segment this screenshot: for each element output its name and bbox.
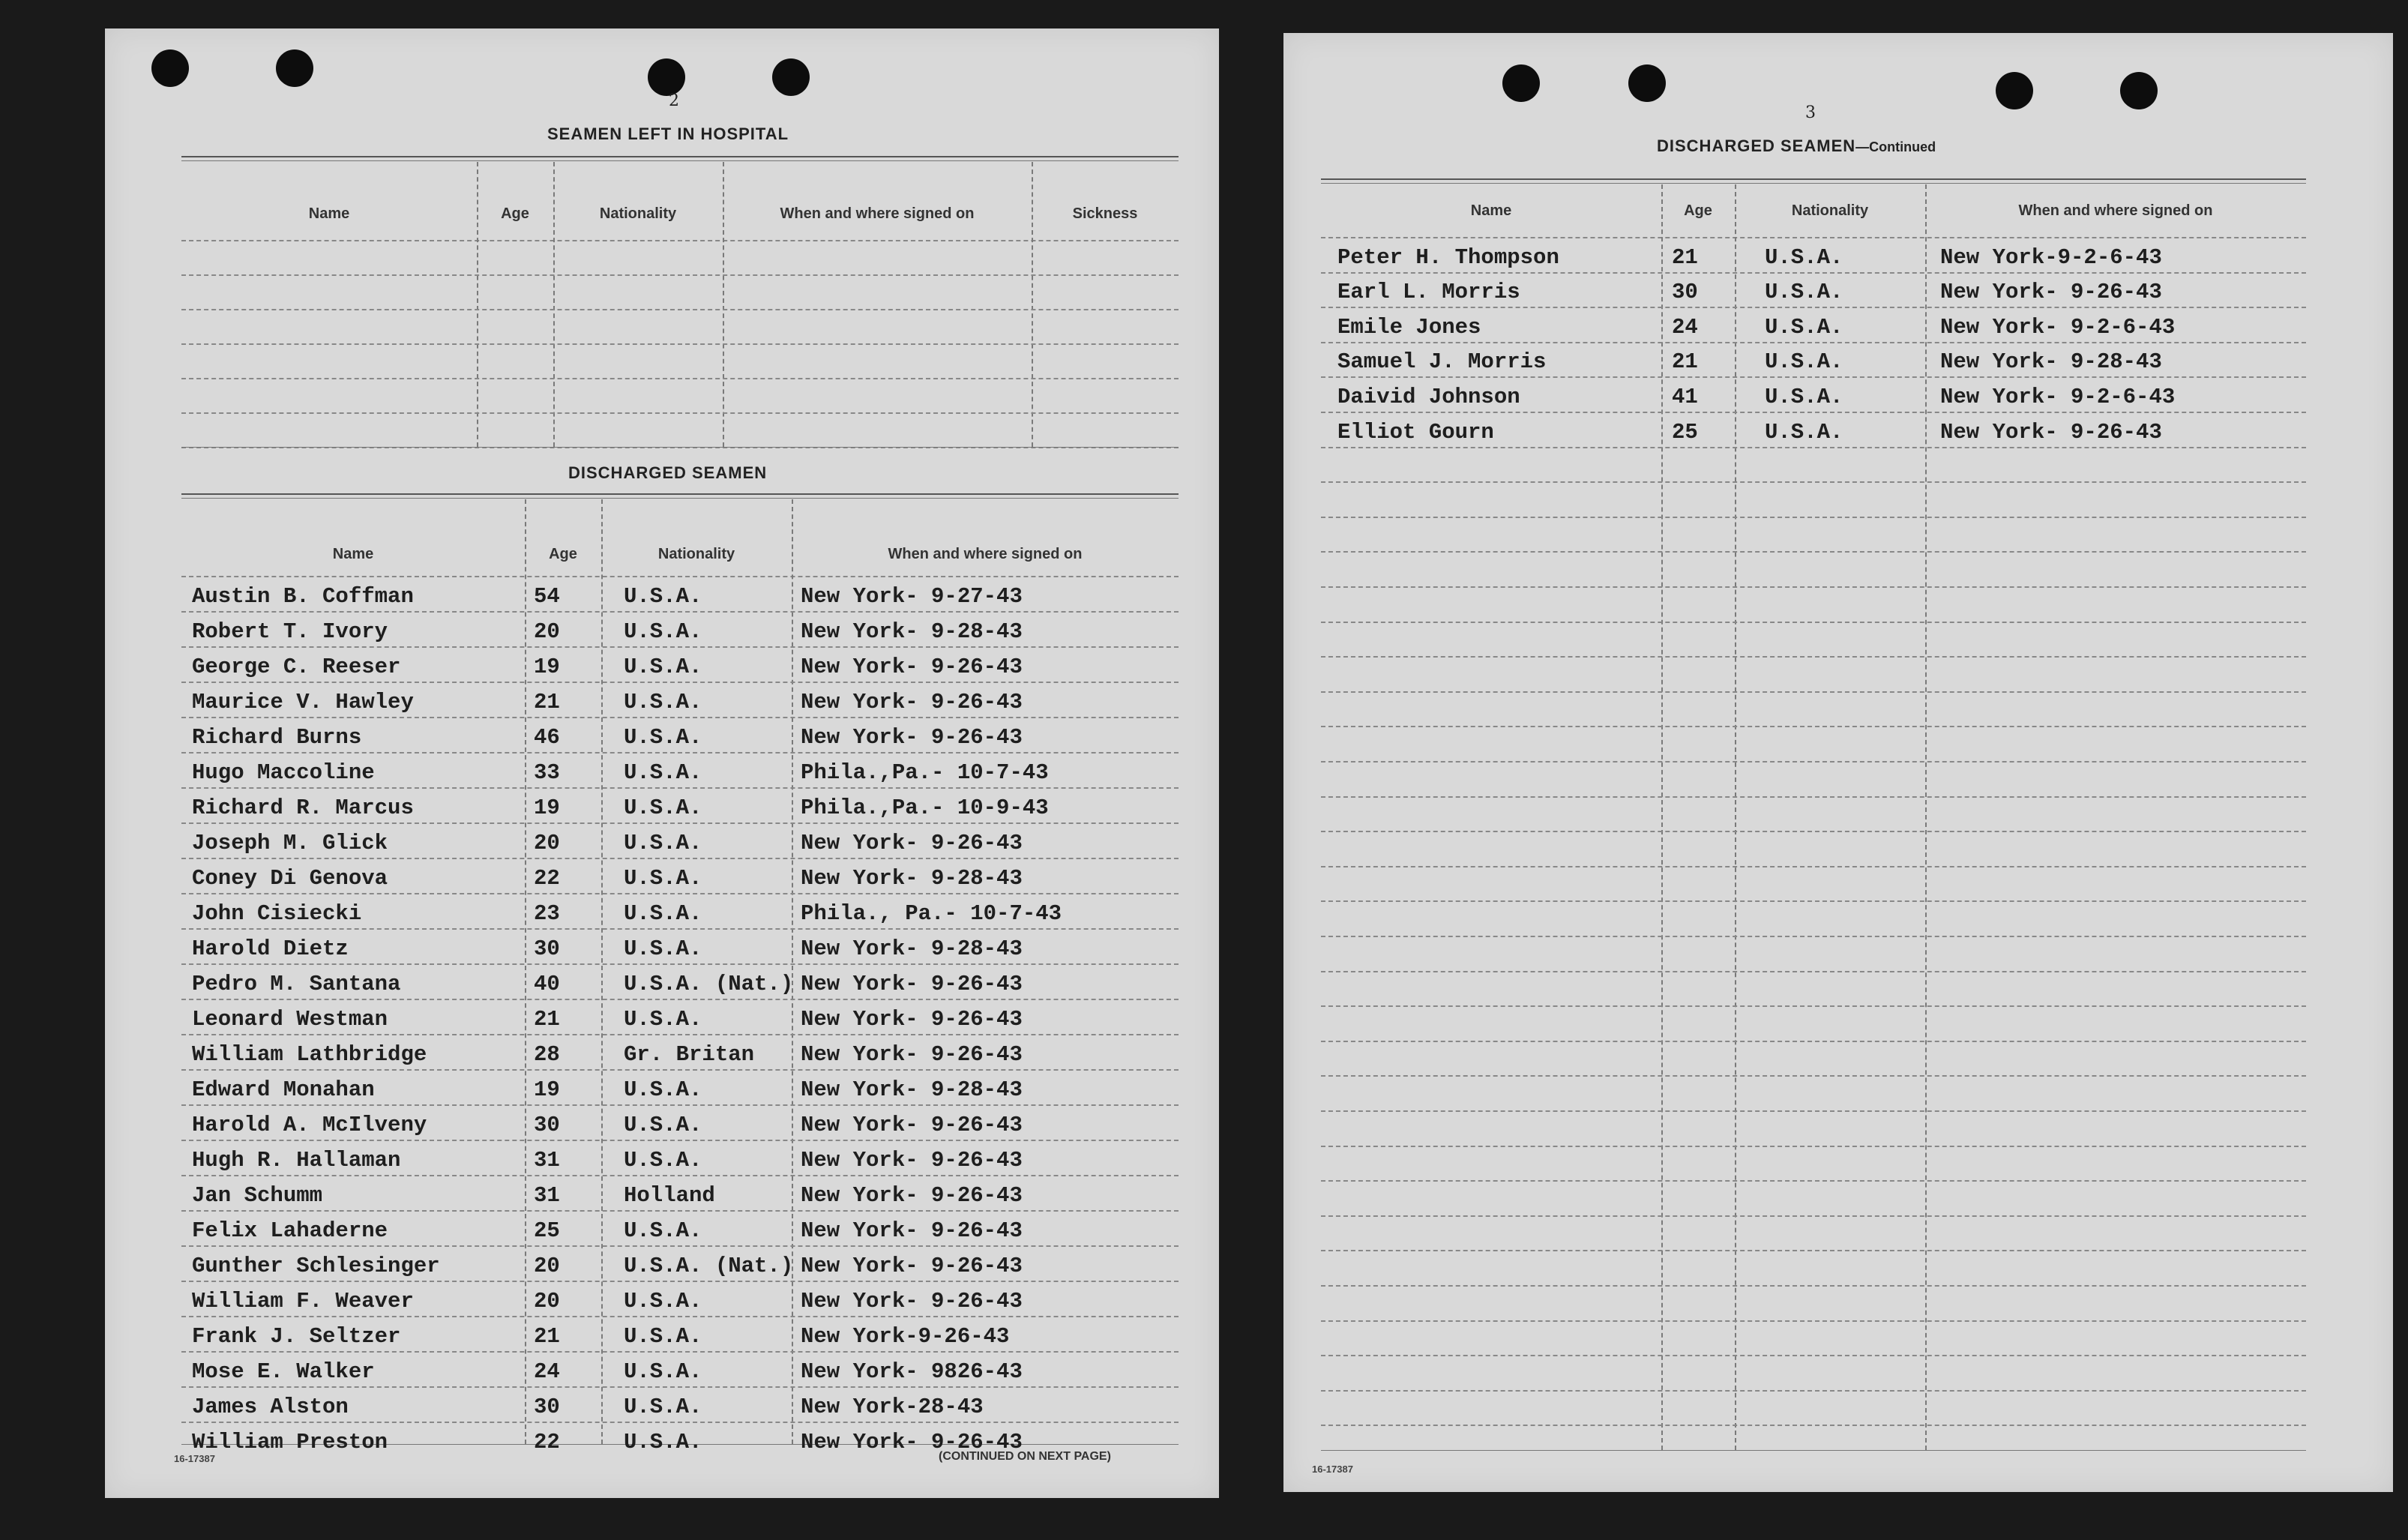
seaman-name: Pedro M. Santana	[192, 972, 401, 996]
continued-section-title	[1657, 136, 1936, 156]
column-divider	[723, 162, 724, 447]
row-rule	[181, 1422, 1179, 1423]
seaman-nationality: U.S.A.	[624, 1430, 702, 1455]
row-rule	[181, 646, 1179, 648]
seaman-nationality: U.S.A.	[624, 619, 702, 644]
binder-hole	[1502, 64, 1540, 102]
row-rule	[1321, 656, 2306, 658]
seaman-age: 20	[534, 831, 560, 855]
row-rule	[1321, 796, 2306, 798]
binder-hole	[1628, 64, 1666, 102]
column-header: Nationality	[599, 205, 677, 222]
table-top-rule	[181, 493, 1179, 495]
row-rule	[181, 858, 1179, 859]
seaman-signed-on: Phila.,Pa.- 10-9-43	[801, 795, 1049, 820]
row-rule	[181, 611, 1179, 613]
seaman-age: 19	[534, 655, 560, 679]
row-rule	[1321, 1041, 2306, 1042]
row-rule	[181, 1210, 1179, 1212]
seaman-nationality: U.S.A. (Nat.)	[624, 972, 794, 996]
row-rule	[181, 928, 1179, 930]
row-rule	[1321, 1075, 2306, 1077]
row-rule	[1321, 900, 2306, 902]
seaman-nationality: U.S.A.	[624, 831, 702, 855]
title-main: DISCHARGED SEAMEN	[1657, 136, 1856, 155]
column-header: Name	[1470, 202, 1512, 219]
seaman-age: 19	[534, 795, 560, 820]
seaman-age: 21	[534, 1007, 560, 1032]
binder-hole	[648, 58, 685, 96]
seaman-name: Samuel J. Morris	[1337, 349, 1547, 375]
hospital-section-title: SEAMEN LEFT IN HOSPITAL	[547, 124, 789, 143]
row-rule	[1321, 971, 2306, 972]
seaman-age: 40	[534, 972, 560, 996]
seaman-signed-on: New York- 9-26-43	[801, 1183, 1023, 1208]
seaman-age: 31	[534, 1148, 560, 1173]
seaman-signed-on: New York- 9-26-43	[801, 1430, 1023, 1455]
seaman-age: 30	[534, 1113, 560, 1137]
seaman-name: Coney Di Genova	[192, 866, 388, 891]
binder-hole	[276, 49, 313, 87]
row-rule	[1321, 1250, 2306, 1251]
column-divider	[1925, 184, 1927, 1450]
column-header: Age	[501, 205, 529, 222]
row-rule	[1321, 1146, 2306, 1147]
row-rule	[181, 999, 1179, 1000]
seaman-nationality: U.S.A.	[624, 725, 702, 750]
column-header: Nationality	[657, 546, 735, 562]
seaman-signed-on: New York- 9-28-43	[1940, 349, 2162, 375]
seaman-signed-on: New York-28-43	[801, 1395, 984, 1419]
seaman-age: 24	[1672, 314, 1698, 340]
page-number: 3	[1805, 103, 1816, 122]
binder-hole	[151, 49, 189, 87]
seaman-age: 20	[534, 619, 560, 644]
row-rule	[181, 822, 1179, 824]
column-header: When and where signed on	[2018, 202, 2213, 219]
row-rule	[1321, 481, 2306, 483]
seaman-age: 41	[1672, 385, 1698, 409]
seaman-signed-on: New York-9-26-43	[801, 1324, 1010, 1349]
row-rule	[1321, 936, 2306, 937]
seaman-nationality: U.S.A.	[624, 760, 702, 785]
table-bottom-rule	[1321, 1450, 2306, 1451]
seaman-name: Gunther Schlesinger	[192, 1254, 440, 1278]
seaman-name: Felix Lahaderne	[192, 1218, 388, 1243]
row-rule	[181, 309, 1179, 310]
seaman-nationality: U.S.A.	[624, 1007, 702, 1032]
row-rule	[181, 1316, 1179, 1317]
seaman-age: 28	[534, 1042, 560, 1067]
row-rule	[181, 1175, 1179, 1176]
seaman-name: Harold A. McIlveny	[192, 1113, 427, 1137]
seaman-signed-on: New York- 9-26-43	[801, 690, 1023, 715]
seaman-signed-on: New York- 9826-43	[801, 1359, 1023, 1384]
seaman-name: Richard Burns	[192, 725, 362, 750]
seaman-name: William Lathbridge	[192, 1042, 427, 1067]
column-header: Nationality	[1791, 202, 1869, 219]
seaman-age: 22	[534, 1430, 560, 1455]
column-header: Age	[1684, 202, 1712, 219]
row-rule	[181, 274, 1179, 276]
row-rule	[1321, 447, 2306, 448]
seaman-age: 20	[534, 1289, 560, 1314]
seaman-signed-on: New York- 9-2-6-43	[1940, 385, 2176, 409]
row-rule	[1321, 866, 2306, 867]
row-rule	[1321, 691, 2306, 693]
seaman-age: 21	[1672, 244, 1698, 270]
seaman-name: Maurice V. Hawley	[192, 690, 414, 715]
seaman-signed-on: New York- 9-26-43	[801, 972, 1023, 996]
row-rule	[1321, 831, 2306, 832]
seaman-age: 30	[1672, 280, 1698, 305]
column-header: Sickness	[1072, 205, 1138, 222]
row-rule	[181, 963, 1179, 965]
seaman-signed-on: New York- 9-26-43	[1940, 419, 2162, 445]
column-header: When and where signed on	[780, 205, 975, 222]
column-divider	[525, 499, 526, 1444]
table-top-rule	[181, 498, 1179, 499]
row-rule	[1321, 1005, 2306, 1007]
row-rule	[181, 1386, 1179, 1388]
row-rule	[1321, 1425, 2306, 1426]
seaman-nationality: Gr. Britan	[624, 1042, 755, 1067]
seaman-nationality: U.S.A.	[624, 1359, 702, 1384]
seaman-nationality: U.S.A.	[624, 655, 702, 679]
table-top-rule	[181, 160, 1179, 161]
row-rule	[1321, 1390, 2306, 1392]
seaman-nationality: U.S.A.	[624, 584, 702, 609]
page-number: 2	[669, 91, 679, 110]
seaman-age: 30	[534, 936, 560, 961]
seaman-nationality: U.S.A.	[624, 936, 702, 961]
row-rule	[181, 412, 1179, 414]
seaman-nationality: U.S.A.	[624, 901, 702, 926]
row-rule	[181, 1351, 1179, 1353]
seaman-name: Richard R. Marcus	[192, 795, 414, 820]
seaman-nationality: U.S.A.	[624, 1218, 702, 1243]
header-rule	[181, 240, 1179, 241]
seaman-name: William F. Weaver	[192, 1289, 414, 1314]
seaman-nationality: U.S.A.	[624, 795, 702, 820]
row-rule	[181, 343, 1179, 345]
seaman-age: 19	[534, 1077, 560, 1102]
seaman-name: Elliot Gourn	[1337, 419, 1494, 445]
column-divider	[553, 162, 555, 447]
continued-note: (CONTINUED ON NEXT PAGE)	[939, 1450, 1111, 1463]
seaman-signed-on: New York- 9-26-43	[801, 655, 1023, 679]
seaman-name: Peter H. Thompson	[1337, 244, 1559, 270]
row-rule	[1321, 1180, 2306, 1182]
seaman-signed-on: New York- 9-2-6-43	[1940, 314, 2176, 340]
seaman-age: 20	[534, 1254, 560, 1278]
seaman-name: Mose E. Walker	[192, 1359, 375, 1384]
seaman-age: 46	[534, 725, 560, 750]
row-rule	[181, 1104, 1179, 1106]
title-suffix: —Continued	[1855, 139, 1936, 154]
seaman-age: 25	[534, 1218, 560, 1243]
table-top-rule	[1321, 178, 2306, 180]
seaman-signed-on: New York- 9-28-43	[801, 1077, 1023, 1102]
seaman-signed-on: Phila.,Pa.- 10-7-43	[801, 760, 1049, 785]
table-top-rule	[181, 156, 1179, 157]
seaman-signed-on: New York- 9-28-43	[801, 866, 1023, 891]
seaman-nationality: U.S.A.	[1765, 244, 1843, 270]
row-rule	[1321, 1110, 2306, 1112]
column-divider	[1032, 162, 1033, 447]
seaman-signed-on: New York- 9-26-43	[801, 1042, 1023, 1067]
row-rule	[1321, 412, 2306, 413]
row-rule	[1321, 586, 2306, 588]
row-rule	[181, 787, 1179, 789]
seaman-age: 24	[534, 1359, 560, 1384]
seaman-name: John Cisiecki	[192, 901, 362, 926]
column-header: When and where signed on	[888, 546, 1083, 562]
row-rule	[1321, 307, 2306, 308]
header-rule	[1321, 237, 2306, 238]
row-rule	[181, 1281, 1179, 1282]
seaman-signed-on: New York- 9-26-43	[801, 1113, 1023, 1137]
row-rule	[1321, 1355, 2306, 1356]
seaman-name: Leonard Westman	[192, 1007, 388, 1032]
seaman-age: 21	[534, 1324, 560, 1349]
seaman-name: James Alston	[192, 1395, 349, 1419]
seaman-age: 33	[534, 760, 560, 785]
seaman-name: Austin B. Coffman	[192, 584, 414, 609]
seaman-signed-on: New York- 9-26-43	[801, 1254, 1023, 1278]
column-header: Age	[549, 546, 577, 562]
row-rule	[1321, 1215, 2306, 1217]
row-rule	[1321, 726, 2306, 727]
row-rule	[181, 752, 1179, 754]
seaman-nationality: U.S.A.	[624, 1289, 702, 1314]
seaman-nationality: U.S.A.	[1765, 385, 1843, 409]
seaman-nationality: U.S.A.	[1765, 419, 1843, 445]
seaman-age: 21	[1672, 349, 1698, 375]
row-rule	[181, 717, 1179, 718]
row-rule	[1321, 517, 2306, 518]
seaman-signed-on: Phila., Pa.- 10-7-43	[801, 901, 1062, 926]
column-divider	[1661, 184, 1663, 1450]
row-rule	[1321, 1285, 2306, 1287]
row-rule	[181, 378, 1179, 379]
seaman-nationality: U.S.A.	[624, 1077, 702, 1102]
column-divider	[477, 162, 478, 447]
binder-hole	[772, 58, 810, 96]
seaman-age: 23	[534, 901, 560, 926]
row-rule	[1321, 622, 2306, 623]
seaman-signed-on: New York- 9-26-43	[801, 1148, 1023, 1173]
row-rule	[181, 1034, 1179, 1035]
discharged-section-title: DISCHARGED SEAMEN	[568, 463, 768, 482]
row-rule	[1321, 376, 2306, 378]
row-rule	[181, 893, 1179, 894]
seaman-signed-on: New York- 9-28-43	[801, 619, 1023, 644]
form-number: 16-17387	[1312, 1464, 1353, 1475]
seaman-name: William Preston	[192, 1430, 388, 1455]
left-page	[105, 28, 1219, 1498]
seaman-signed-on: New York- 9-28-43	[801, 936, 1023, 961]
seaman-nationality: Holland	[624, 1183, 715, 1208]
seaman-age: 31	[534, 1183, 560, 1208]
column-divider	[601, 499, 603, 1444]
seaman-nationality: U.S.A.	[624, 1395, 702, 1419]
column-header: Name	[332, 546, 374, 562]
seaman-nationality: U.S.A.	[624, 866, 702, 891]
seaman-name: Emile Jones	[1337, 314, 1481, 340]
row-rule	[181, 1140, 1179, 1141]
seaman-age: 25	[1672, 419, 1698, 445]
seaman-age: 21	[534, 690, 560, 715]
row-rule	[1321, 551, 2306, 553]
column-header: Name	[308, 205, 350, 222]
seaman-signed-on: New York- 9-26-43	[801, 1218, 1023, 1243]
seaman-name: Daivid Johnson	[1337, 385, 1520, 409]
row-rule	[181, 682, 1179, 683]
seaman-name: Earl L. Morris	[1337, 280, 1520, 305]
seaman-name: Joseph M. Glick	[192, 831, 388, 855]
seaman-signed-on: New York- 9-26-43	[801, 831, 1023, 855]
seaman-age: 22	[534, 866, 560, 891]
seaman-signed-on: New York- 9-26-43	[1940, 280, 2162, 305]
seaman-name: Robert T. Ivory	[192, 619, 388, 644]
row-rule	[181, 1245, 1179, 1247]
form-number: 16-17387	[174, 1453, 215, 1464]
seaman-signed-on: New York- 9-26-43	[801, 1289, 1023, 1314]
seaman-name: Harold Dietz	[192, 936, 349, 961]
right-page	[1283, 33, 2393, 1492]
seaman-name: Edward Monahan	[192, 1077, 375, 1102]
seaman-nationality: U.S.A.	[624, 1148, 702, 1173]
seaman-nationality: U.S.A.	[1765, 349, 1843, 375]
seaman-signed-on: New York-9-2-6-43	[1940, 244, 2162, 270]
row-rule	[181, 1069, 1179, 1071]
seaman-name: Hugh R. Hallaman	[192, 1148, 401, 1173]
seaman-name: Frank J. Seltzer	[192, 1324, 401, 1349]
seaman-nationality: U.S.A.	[624, 1324, 702, 1349]
header-rule	[181, 576, 1179, 577]
row-rule	[1321, 761, 2306, 763]
seaman-name: Hugo Maccoline	[192, 760, 375, 785]
seaman-age: 54	[534, 584, 560, 609]
seaman-signed-on: New York- 9-26-43	[801, 1007, 1023, 1032]
table-bottom-rule	[181, 447, 1179, 448]
seaman-nationality: U.S.A.	[1765, 280, 1843, 305]
seaman-nationality: U.S.A.	[1765, 314, 1843, 340]
seaman-nationality: U.S.A.	[624, 1113, 702, 1137]
table-top-rule	[1321, 183, 2306, 184]
seaman-age: 30	[534, 1395, 560, 1419]
seaman-signed-on: New York- 9-27-43	[801, 584, 1023, 609]
seaman-name: George C. Reeser	[192, 655, 401, 679]
seaman-nationality: U.S.A. (Nat.)	[624, 1254, 794, 1278]
row-rule	[1321, 342, 2306, 343]
row-rule	[1321, 1320, 2306, 1322]
seaman-nationality: U.S.A.	[624, 690, 702, 715]
column-divider	[1735, 184, 1736, 1450]
row-rule	[1321, 272, 2306, 274]
binder-hole	[2120, 72, 2158, 109]
seaman-signed-on: New York- 9-26-43	[801, 725, 1023, 750]
seaman-name: Jan Schumm	[192, 1183, 323, 1208]
binder-hole	[1996, 72, 2033, 109]
